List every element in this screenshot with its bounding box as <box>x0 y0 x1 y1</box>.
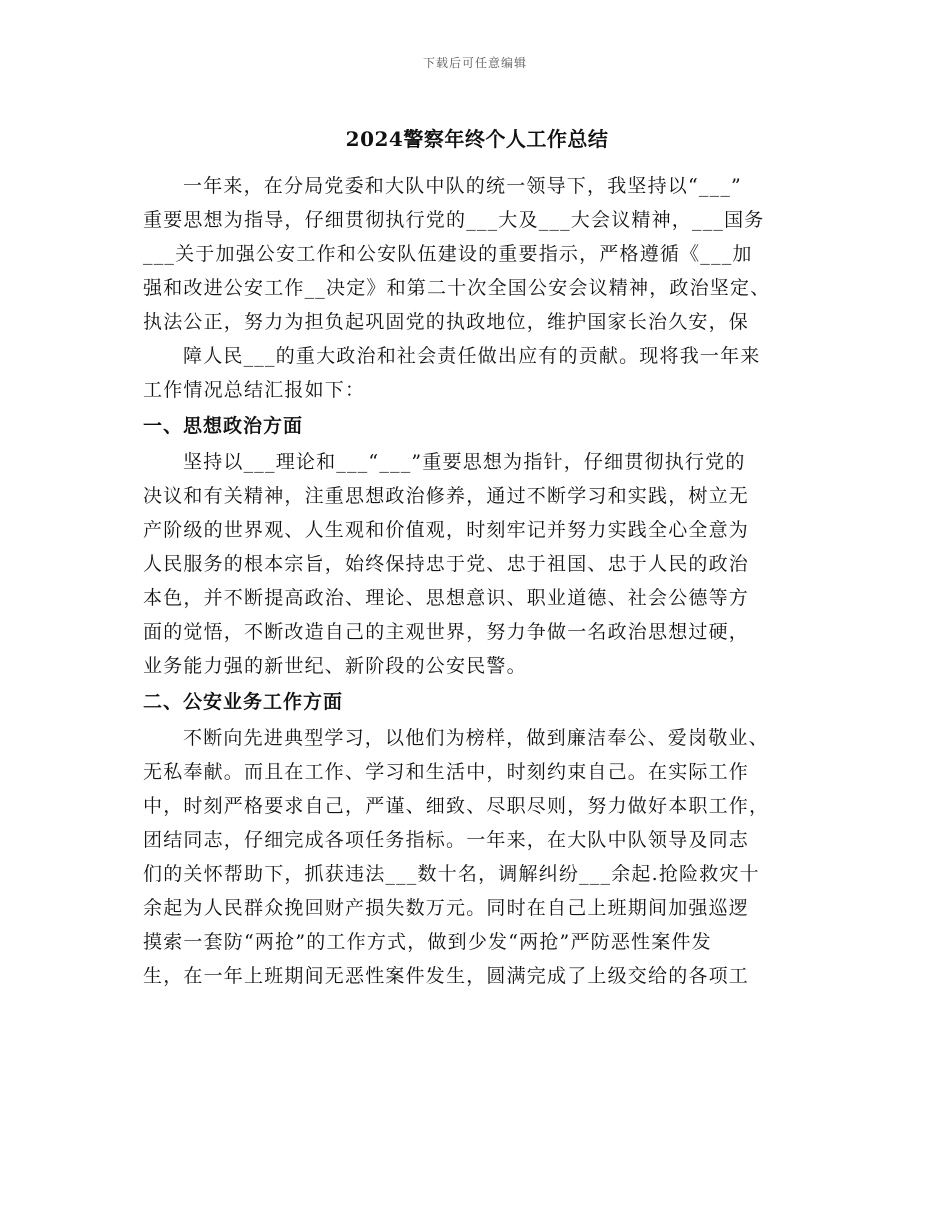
intro-line: 一年来，在分局党委和大队中队的统一领导下，我坚持以“___” <box>183 175 742 197</box>
intro2-line: 障人民___的重大政治和社会责任做出应有的贡献。现将我一年来 <box>183 345 761 367</box>
section1-line: 人民服务的根本宗旨，始终保持忠于党、忠于祖国、忠于人民的政治 <box>143 553 750 575</box>
section2-line: 不断向先进典型学习，以他们为榜样，做到廉洁奉公、爱岗敬业、 <box>183 727 769 749</box>
section1-line: 决议和有关精神，注重思想政治修养，通过不断学习和实践，树立无 <box>143 485 750 507</box>
section2-paragraph <box>143 721 811 993</box>
section1-paragraph <box>143 445 811 683</box>
intro-line: ___关于加强公安工作和公安队伍建设的重要指示，严格遵循《___加 <box>143 243 753 265</box>
section-heading-politics: 一、思想政治方面 <box>143 415 304 437</box>
intro-line: 执法公正，努力为担负起巩固党的执政地位，维护国家长治久安，保 <box>143 311 750 333</box>
section1-line: 产阶级的世界观、人生观和价值观，时刻牢记并努力实践全心全意为 <box>143 519 750 541</box>
section1-line: 面的觉悟，不断改造自己的主观世界，努力争做一名政治思想过硬， <box>143 621 750 643</box>
intro-paragraph <box>143 169 811 339</box>
section2-line: 摸索一套防“两抢”的工作方式，做到少发“两抢”严防恶性案件发 <box>143 931 712 953</box>
section1-line: 坚持以___理论和___“___”重要思想为指针，仔细贯彻执行党的 <box>183 451 746 473</box>
intro-paragraph-2 <box>143 339 811 407</box>
section2-line: 生，在一年上班期间无恶性案件发生，圆满完成了上级交给的各项工 <box>143 965 750 987</box>
section-heading-police-work: 二、公安业务工作方面 <box>143 691 344 713</box>
intro-line: 强和改进公安工作__决定》和第二十次全国公安会议精神，政治坚定、 <box>143 277 771 299</box>
section2-line: 团结同志，仔细完成各项任务指标。一年来，在大队中队领导及同志 <box>143 829 750 851</box>
section2-line: 无私奉献。而且在工作、学习和生活中，时刻约束自己。在实际工作 <box>143 761 750 783</box>
section2-line: 中，时刻严格要求自己，严谨、细致、尽职尽则，努力做好本职工作， <box>143 795 770 817</box>
section1-line: 本色，并不断提高政治、理论、思想意识、职业道德、社会公德等方 <box>143 587 750 609</box>
document-title: 2024警察年终个人工作总结 <box>345 127 609 151</box>
section2-line: 们的关怀帮助下，抓获违法___数十名，调解纠纷___余起.抢险救灾十 <box>143 863 760 885</box>
header-note: 下载后可任意编辑 <box>422 56 527 70</box>
document-body <box>143 124 811 993</box>
section1-line: 业务能力强的新世纪、新阶段的公安民警。 <box>143 655 527 677</box>
intro2-line: 工作情况总结汇报如下： <box>143 379 366 401</box>
intro-line: 重要思想为指导，仔细贯彻执行党的___大及___大会议精神，___国务 <box>143 209 765 231</box>
section2-line: 余起为人民群众挽回财产损失数万元。同时在自己上班期间加强巡逻 <box>143 897 750 919</box>
